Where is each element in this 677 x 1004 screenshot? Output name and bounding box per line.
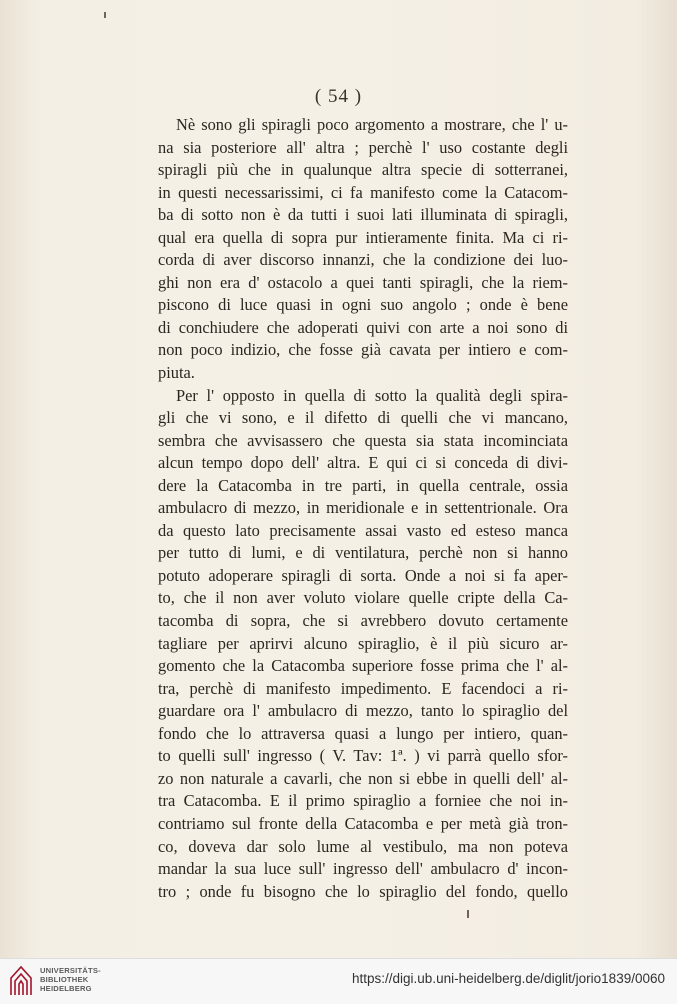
body-text	[158, 114, 568, 903]
text-line: di conchiudere che adoperati quivi con arte a noi sono di	[158, 317, 568, 337]
text-line: potuto adoperare spiragli di sorta. Onde a noi si fa aper-	[158, 565, 568, 585]
text-line: sembra che avvisassero che questa sia stata incominciata	[158, 430, 568, 450]
text-line: Nè sono gli spiragli poco argomento a mostrare, che l' u-	[176, 115, 568, 134]
text-line: piuta.	[158, 363, 195, 383]
text-line: gli che vi sono, e il difetto di quelli che vi mancano,	[158, 408, 568, 428]
text-line: piscono di luce quasi in ogni suo angolo ; onde è bene	[158, 295, 568, 315]
text-line: per tutto di lumi, e di ventilatura, perchè non si hanno	[158, 543, 568, 563]
text-line: to, che il non aver voluto violare quelle cripte della Ca-	[158, 588, 568, 608]
text-line: corda di aver discorso innanzi, che la condizione dei luo-	[158, 250, 568, 270]
text-line: na sia posteriore all' altra ; perchè l' uso costante degli	[158, 137, 568, 157]
text-line: dere la Catacomba in tre parti, in quella centrale, ossia	[158, 475, 568, 495]
text-line: zo non naturale a cavarli, che non si ebbe in quelli dell' al-	[158, 768, 568, 788]
text-line: Per l' opposto in quella di sotto la qualità degli spira-	[176, 385, 568, 405]
scan-mark	[104, 12, 106, 18]
text-line: non poco indizio, che fosse già cavata per intiero e com-	[158, 340, 568, 360]
permalink-url[interactable]: https://digi.ub.uni-heidelberg.de/diglit/jorio1839/0060	[352, 971, 665, 986]
text-line: in questi necessarissimi, ci fa manifesto come la Catacom-	[158, 182, 568, 202]
scan-mark	[467, 910, 469, 918]
text-line: qual era quella di sopra pur intieramente finita. Ma ci ri-	[158, 227, 568, 247]
text-line: mandar la sua luce sull' ingresso dell' ambulacro d' incon-	[158, 859, 568, 879]
library-name-line: BIBLIOTHEK	[40, 975, 89, 984]
page-number: ( 54 )	[314, 86, 363, 107]
text-line: ghi non era d' ostacolo a quei tanti spiragli, che la riem-	[158, 272, 568, 292]
library-name[interactable]	[40, 966, 101, 993]
text-line: fondo che lo attraversa quasi a lungo per intiero, quan-	[158, 723, 568, 743]
text-line: tra, perchè di manifesto impedimento. E facendoci a ri-	[158, 678, 568, 698]
text-line: tagliare per aprirvi alcuno spiraglio, è il più sicuro ar-	[158, 633, 568, 653]
text-line: spiragli più che in qualunque altra specie di sotterranei,	[158, 160, 568, 180]
text-line: tro ; onde fu bisogno che lo spiraglio del fondo, quello	[158, 881, 568, 901]
text-line: guardare ora l' ambulacro di mezzo, tanto lo spiraglio del	[158, 701, 568, 721]
viewer-footer	[0, 958, 677, 1004]
text-line: da questo lato precisamente assai vasto ed esteso manca	[158, 520, 568, 540]
text-line: ba di sotto non è da tutti i suoi lati illuminata di spiragli,	[158, 205, 568, 225]
text-line: gomento che la Catacomba superiore fosse prima che l' al-	[158, 656, 568, 676]
library-name-line: UNIVERSITÄTS-	[40, 966, 101, 975]
text-line: contriamo sul fronte della Catacomba e per metà già tron-	[158, 813, 568, 833]
text-line: tra Catacomba. E il primo spiraglio a forniee che noi in-	[158, 791, 568, 811]
library-name-line: HEIDELBERG	[40, 984, 92, 993]
text-line: tacomba di sopra, che si avrebbero dovuto certamente	[158, 611, 568, 631]
text-line: to quelli sull' ingresso ( V. Tav: 1ª. ) vi parrà quello sfor-	[158, 746, 568, 766]
text-line: ambulacro di mezzo, in meridionale e in settentrionale. Ora	[158, 498, 568, 518]
library-seal-icon[interactable]	[8, 964, 34, 998]
text-line: co, doveva dar solo lume al vestibulo, ma non poteva	[158, 836, 568, 856]
text-line: alcun tempo dopo dell' altra. E qui ci si conceda di divi-	[158, 453, 568, 473]
